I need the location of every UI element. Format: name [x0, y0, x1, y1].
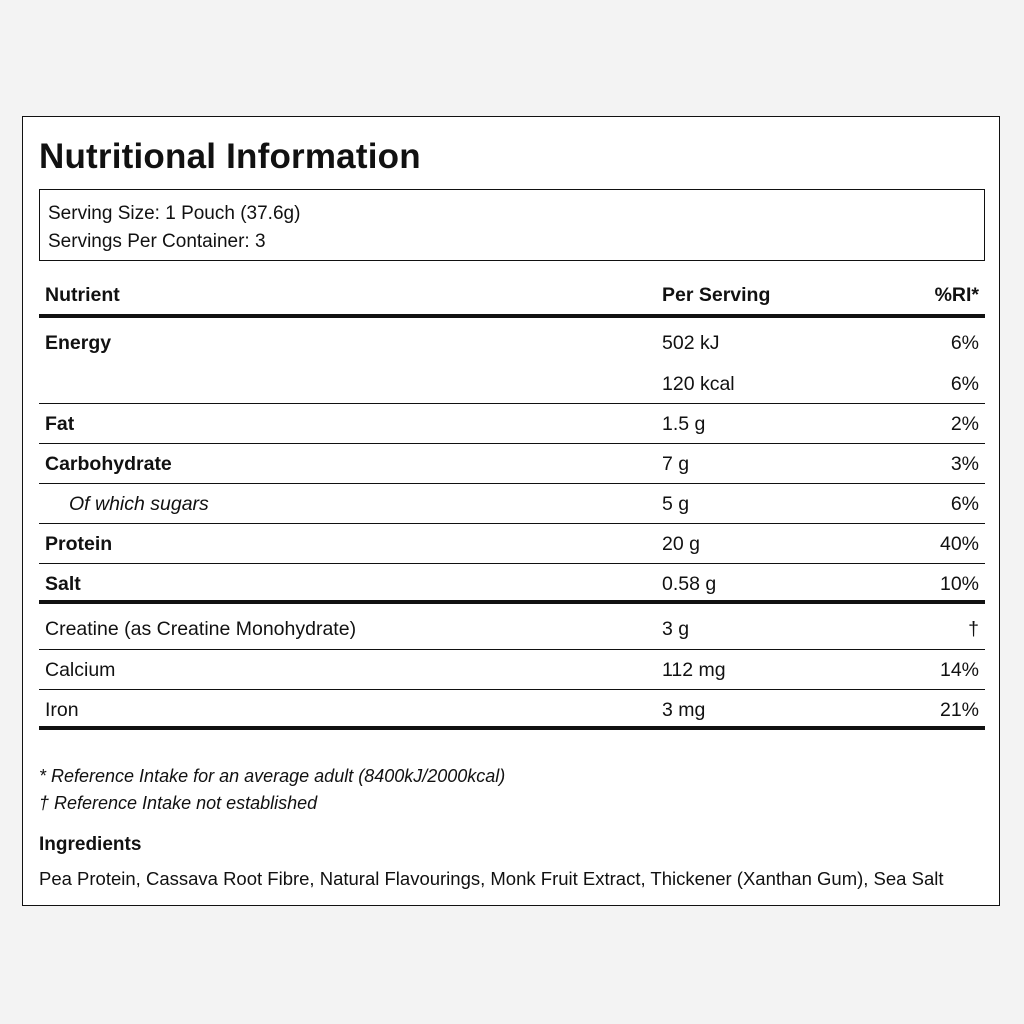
table-row-sugars	[39, 484, 985, 524]
nutrient-name: Creatine (as Creatine Monohydrate)	[45, 618, 357, 640]
ingredients-title: Ingredients	[39, 834, 142, 855]
per-serving-value: 20 g	[662, 533, 700, 555]
table-row-protein	[39, 524, 985, 564]
ri-value: 3%	[950, 453, 979, 475]
ri-value: 2%	[950, 413, 979, 435]
table-row-carbohydrate	[39, 444, 985, 484]
footnote-reference-intake: * Reference Intake for an average adult (8400kJ/2000kcal)	[39, 766, 506, 786]
nutrient-name: Energy	[45, 332, 112, 354]
table-row-salt	[39, 564, 985, 604]
footnotes	[39, 763, 505, 817]
nutrient-name: Salt	[45, 573, 81, 595]
label-title: Nutritional Information	[39, 137, 421, 176]
header-per-serving: Per Serving	[662, 284, 771, 306]
per-serving-value: 3 mg	[662, 699, 706, 721]
ri-value: 6%	[950, 493, 979, 515]
ri-value: 40%	[939, 533, 979, 555]
table-row-energy-kcal	[39, 364, 985, 404]
ri-value: 10%	[939, 573, 979, 595]
ingredients-text: Pea Protein, Cassava Root Fibre, Natural Flavourings, Monk Fruit Extract, Thickener (Xanthan Gum), Sea Salt	[39, 868, 944, 889]
per-serving-value: 120 kcal	[662, 373, 735, 395]
nutrition-table	[39, 277, 985, 730]
nutrient-name: Protein	[45, 533, 113, 555]
per-serving-value: 7 g	[662, 453, 690, 475]
header-nutrient: Nutrient	[45, 284, 120, 306]
per-serving-value: 0.58 g	[662, 573, 717, 595]
table-row-energy-kj	[39, 318, 985, 364]
table-row-creatine	[39, 604, 985, 650]
header-ri: %RI*	[934, 284, 979, 306]
per-serving-value: 3 g	[662, 618, 690, 640]
table-header	[39, 277, 985, 318]
table-row-calcium	[39, 650, 985, 690]
ri-value: 14%	[939, 659, 979, 681]
table-row-iron	[39, 690, 985, 730]
per-serving-value: 112 mg	[662, 659, 726, 681]
ri-value: 6%	[950, 373, 979, 395]
ri-value: †	[968, 618, 979, 640]
nutrition-label	[22, 116, 1000, 906]
per-serving-value: 5 g	[662, 493, 690, 515]
serving-info	[39, 189, 985, 261]
nutrient-name: Calcium	[45, 659, 116, 681]
ri-value: 6%	[950, 332, 979, 354]
per-serving-value: 502 kJ	[662, 332, 720, 354]
ri-value: 21%	[939, 699, 979, 721]
nutrient-name: Iron	[45, 699, 79, 721]
serving-size: Serving Size: 1 Pouch (37.6g)	[48, 203, 301, 224]
nutrient-name: Fat	[45, 413, 75, 435]
nutrient-name: Of which sugars	[69, 493, 209, 515]
footnote-not-established: † Reference Intake not established	[39, 793, 318, 813]
servings-per-container: Servings Per Container: 3	[48, 231, 266, 252]
nutrient-name: Carbohydrate	[45, 453, 172, 475]
per-serving-value: 1.5 g	[662, 413, 706, 435]
table-row-fat	[39, 404, 985, 444]
